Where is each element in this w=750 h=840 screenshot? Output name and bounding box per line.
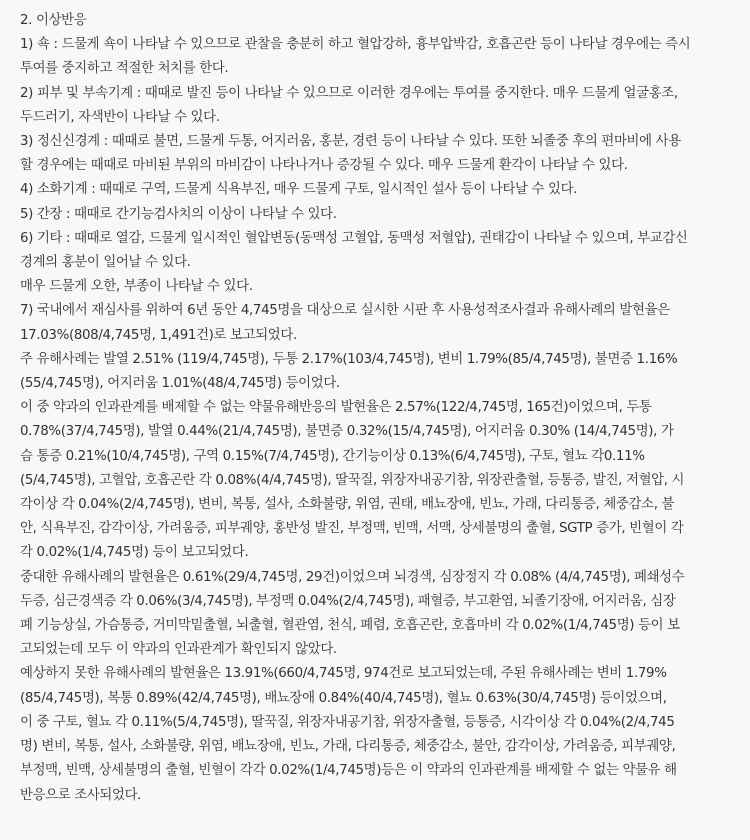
- text-line: 슴 통증 0.21%(10/4,745명), 구역 0.15%(7/4,745명), 간기능이상 0.13%(6/4,745명), 구토, 혈뇨 각0.11%: [20, 448, 645, 464]
- text-line: 0.78%(37/4,745명), 발열 0.44%(21/4,745명), 불면증 0.32%(15/4,745명), 어지러움 0.30% (14/4,745명), 가: [20, 424, 674, 440]
- text-line: 명) 변비, 복통, 설사, 소화불량, 위염, 배뇨장애, 빈뇨, 가래, 다리통증, 체중감소, 불안, 감각이상, 가려움증, 피부궤양,: [20, 739, 676, 755]
- text-line: 할 경우에는 때때로 마비된 부위의 마비감이 나타나거나 증강될 수 있다. 매우 드물게 환각이 나타날 수 있다.: [20, 158, 628, 174]
- text-line: 2) 피부 및 부속기계 : 때때로 발진 등이 나타날 수 있으므로 이러한 경우에는 투여를 중지한다. 매우 드물게 얼굴홍조,: [20, 85, 678, 101]
- text-line: 6) 기타 : 때때로 열감, 드물게 일시적인 혈압변동(동맥성 고혈압, 동맥성 저혈압), 권태감이 나타날 수 있으며, 부교감신: [20, 230, 688, 246]
- text-line: 반응으로 조사되었다.: [20, 787, 142, 803]
- text-line: 4) 소화기계 : 때때로 구역, 드물게 식욕부진, 매우 드물게 구토, 일시적인 설사 등이 나타날 수 있다.: [20, 182, 578, 198]
- text-line: 각이상 각 0.04%(2/4,745명), 변비, 복통, 설사, 소화불량, 위염, 권태, 배뇨장애, 빈뇨, 가래, 다리통증, 체중감소, 불: [20, 497, 675, 513]
- text-line: 각 0.02%(1/4,745명) 등이 보고되었다.: [20, 545, 249, 561]
- text-line: 1) 쇽 : 드물게 쇽이 나타날 수 있으므로 관찰을 충분히 하고 혈압강하, 흉부압박감, 호흡곤란 등이 나타날 경우에는 즉시: [20, 37, 691, 53]
- text-line: 안, 식욕부진, 감각이상, 가려움증, 피부궤양, 홍반성 발진, 부정맥, 빈맥, 서맥, 상세불명의 출혈, SGTP 증가, 빈혈이 각: [20, 521, 684, 537]
- text-line: (5/4,745명), 고혈압, 호흡곤란 각 0.08%(4/4,745명), 딸꾹질, 위장자내공기참, 위장관출혈, 등통증, 발진, 저혈압, 시: [20, 472, 685, 488]
- text-line: 이 중 약과의 인과관계를 배제할 수 없는 약물유해반응의 발현율은 2.57%(122/4,745명, 165건)이었으며, 두통: [20, 400, 652, 416]
- text-line: 주 유해사례는 발열 2.51% (119/4,745명), 두통 2.17%(103/4,745명), 변비 1.79%(85/4,745명), 불면증 1.16%: [20, 351, 678, 367]
- text-line: 17.03%(808/4,745명, 1,491건)로 보고되었다.: [20, 327, 297, 343]
- text-line: 이 중 구토, 혈뇨 각 0.11%(5/4,745명), 딸꾹질, 위장자내공기참, 위장자출혈, 등통증, 시각이상 각 0.04%(2/4,745: [20, 714, 675, 730]
- text-line: 예상하지 못한 유해사례의 발현율은 13.91%(660/4,745명, 974건로 보고되었는데, 주된 유해사례는 변비 1.79%: [20, 666, 667, 682]
- text-line: 3) 정신신경계 : 때때로 불면, 드물게 두통, 어지러움, 홍분, 경련 등이 나타날 수 있다. 또한 뇌졸중 후의 편마비에 사용: [20, 134, 681, 150]
- text-line: 경계의 홍분이 일어날 수 있다.: [20, 255, 191, 271]
- text-line: 폐 기능상실, 가슴통증, 거미막밑출혈, 뇌출혈, 혈관염, 천식, 폐렴, 호흡곤란, 호흡마비 각 0.02%(1/4,745명) 등이 보: [20, 618, 680, 634]
- text-line: 고되었는데 모두 이 약과의 인과관계가 확인되지 않았다.: [20, 642, 337, 658]
- text-line: 매우 드물게 오한, 부종이 나타날 수 있다.: [20, 279, 253, 295]
- text-line: 부정맥, 빈맥, 상세불명의 출혈, 빈혈이 각각 0.02%(1/4,745명)등은 이 약과의 인과관계를 배제할 수 없는 약물유 해: [20, 763, 677, 779]
- text-line: 두드러기, 자색반이 나타날 수 있다.: [20, 109, 220, 125]
- text-line: (85/4,745명), 복통 0.89%(42/4,745명), 배뇨장애 0.84%(40/4,745명), 혈뇨 0.63%(30/4,745명) 등이었으며,: [20, 690, 667, 706]
- text-line: (55/4,745명), 어지러움 1.01%(48/4,745명) 등이었다.: [20, 376, 340, 392]
- text-line: 중대한 유해사례의 발현율은 0.61%(29/4,745명, 29건)이었으며 뇌경색, 심장정지 각 0.08% (4/4,745명), 폐쇄성수: [20, 569, 685, 585]
- section-heading: 2. 이상반응: [20, 13, 87, 28]
- text-line: 7) 국내에서 재심사를 위하여 6년 동안 4,745명을 대상으로 실시한 시판 후 사용성적조사결과 유해사례의 발현율은: [20, 303, 670, 319]
- text-line: 5) 간장 : 때때로 간기능검사치의 이상이 나타날 수 있다.: [20, 206, 337, 222]
- text-line: 투여를 중지하고 적절한 처치를 한다.: [20, 61, 229, 77]
- text-line: 두증, 심근경색증 각 0.06%(3/4,745명), 부정맥 0.04%(2/4,745명), 패혈증, 부고환염, 뇌졸기장애, 어지러움, 심장: [20, 593, 676, 609]
